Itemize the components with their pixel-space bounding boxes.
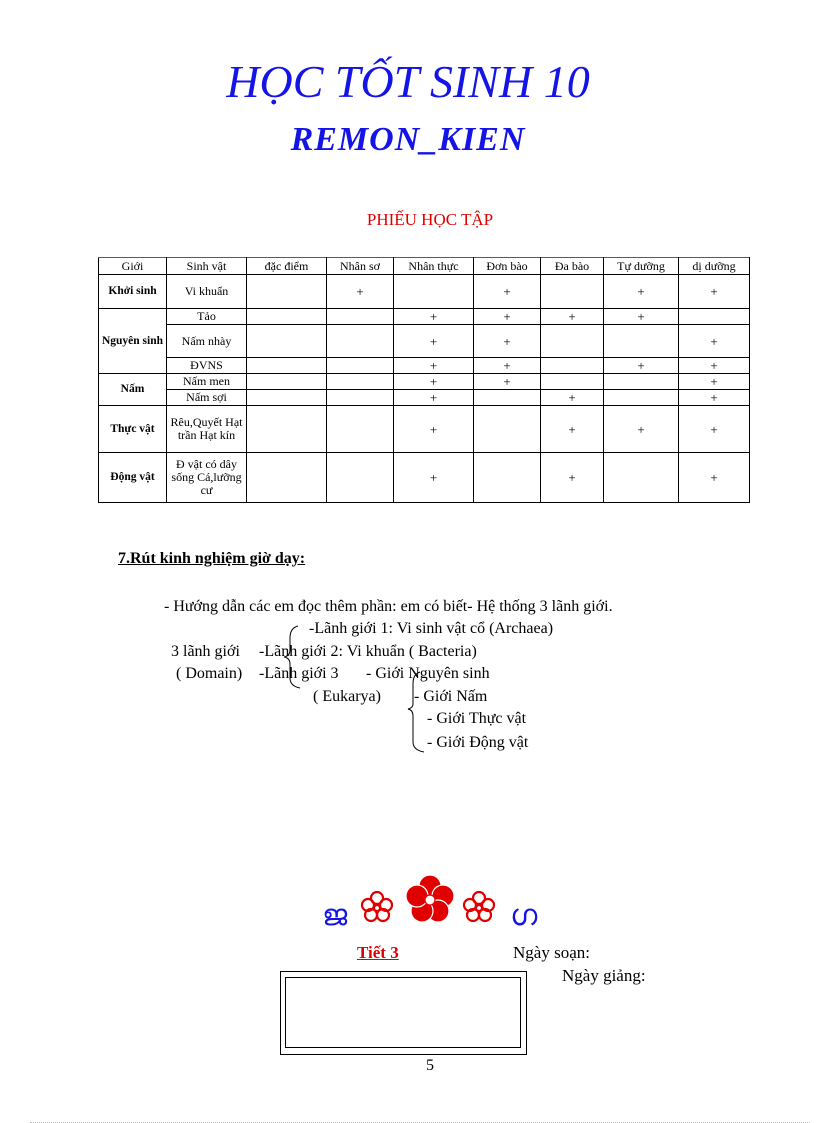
table-row: [99, 275, 750, 309]
mark-cell: +: [541, 453, 604, 503]
worksheet-table: [98, 257, 750, 503]
mark-cell: +: [394, 325, 474, 358]
mark-cell: +: [394, 374, 474, 390]
mark-cell: [541, 374, 604, 390]
lesson-title-box-inner: [285, 977, 521, 1048]
mark-cell: +: [394, 406, 474, 453]
mark-cell: +: [327, 275, 394, 309]
mark-cell: +: [394, 309, 474, 325]
domain-archaea: -Lãnh giới 1: Vi sinh vật cổ (Archaea): [309, 620, 554, 637]
mark-cell: [541, 325, 604, 358]
review-intro: - Hướng dẫn các em đọc thêm phần: em có biết- Hệ thống 3 lãnh giới.: [164, 598, 613, 615]
column-header: Nhân sơ: [327, 258, 394, 275]
mark-cell: [679, 309, 750, 325]
column-header: Tự dưỡng: [604, 258, 679, 275]
mark-cell: [247, 453, 327, 503]
mark-cell: [247, 374, 327, 390]
mark-cell: [327, 390, 394, 406]
small-flower-icon: [362, 892, 392, 921]
mark-cell: [604, 374, 679, 390]
organism-cell: Rêu,Quyết Hạt trần Hạt kín: [167, 406, 247, 453]
mark-cell: +: [604, 309, 679, 325]
small-flower-icon: [464, 892, 494, 921]
table-row: [99, 390, 750, 406]
mark-cell: [327, 406, 394, 453]
large-flower-icon: [406, 875, 454, 922]
label-domain: ( Domain): [176, 665, 243, 682]
mark-cell: [247, 325, 327, 358]
mark-cell: [604, 453, 679, 503]
domain-eukarya: -Lãnh giới 3: [259, 665, 339, 682]
document-subtitle: REMON_KIEN: [290, 121, 526, 158]
organism-cell: ĐVNS: [167, 358, 247, 374]
table-row: [99, 325, 750, 358]
eukarya-brace: [400, 668, 430, 756]
column-header: Giới: [99, 258, 167, 275]
mark-cell: [541, 358, 604, 374]
organism-cell: Nấm men: [167, 374, 247, 390]
mark-cell: +: [679, 453, 750, 503]
table-row: [99, 309, 750, 325]
group-cell: Khởi sinh: [99, 275, 167, 309]
mark-cell: [247, 358, 327, 374]
column-header: Đa bào: [541, 258, 604, 275]
mark-cell: [247, 275, 327, 309]
mark-cell: [327, 374, 394, 390]
mark-cell: [247, 406, 327, 453]
mark-cell: +: [474, 309, 541, 325]
group-cell: Nguyên sinh: [99, 309, 167, 374]
mark-cell: +: [394, 358, 474, 374]
mark-cell: [474, 390, 541, 406]
mark-cell: [327, 325, 394, 358]
column-header: Nhân thực: [394, 258, 474, 275]
teaching-date-label: Ngày giảng:: [562, 966, 646, 985]
kingdom-dong-vat: - Giới Động vật: [427, 734, 529, 751]
mark-cell: +: [474, 358, 541, 374]
right-scroll-icon: ഗ: [510, 898, 538, 933]
mark-cell: +: [474, 325, 541, 358]
organism-cell: Đ vật có dây sống Cá,lưỡng cư: [167, 453, 247, 503]
mark-cell: +: [679, 275, 750, 309]
label-three-domains: 3 lãnh giới: [171, 643, 240, 660]
mark-cell: [327, 453, 394, 503]
mark-cell: [327, 309, 394, 325]
mark-cell: +: [604, 406, 679, 453]
document-title: HỌC TỐT SINH 10: [226, 56, 590, 107]
label-eukarya: ( Eukarya): [313, 688, 381, 705]
organism-cell: Vi khuẩn: [167, 275, 247, 309]
mark-cell: +: [541, 406, 604, 453]
column-header: dị dưỡng: [679, 258, 750, 275]
kingdom-nam: - Giới Nấm: [414, 688, 488, 705]
kingdom-nguyen-sinh: - Giới Nguyên sinh: [366, 665, 490, 682]
review-heading: 7.Rút kinh nghiệm giờ dạy:: [118, 550, 306, 567]
mark-cell: +: [474, 275, 541, 309]
group-cell: Nấm: [99, 374, 167, 406]
mark-cell: +: [679, 374, 750, 390]
column-header: Đơn bào: [474, 258, 541, 275]
mark-cell: +: [541, 309, 604, 325]
table-row: [99, 406, 750, 453]
lesson-label: Tiết 3: [357, 943, 399, 962]
prep-date-label: Ngày soạn:: [513, 943, 590, 962]
domain-brace: [280, 618, 320, 690]
worksheet-title: PHIẾU HỌC TẬP: [366, 210, 494, 229]
mark-cell: [604, 390, 679, 406]
mark-cell: +: [679, 325, 750, 358]
mark-cell: +: [541, 390, 604, 406]
organism-cell: Nấm nhày: [167, 325, 247, 358]
mark-cell: +: [679, 390, 750, 406]
mark-cell: +: [679, 358, 750, 374]
mark-cell: +: [394, 453, 474, 503]
left-scroll-icon: ജ: [322, 898, 348, 933]
column-header: đặc điểm: [247, 258, 327, 275]
mark-cell: [247, 309, 327, 325]
group-cell: Thực vật: [99, 406, 167, 453]
mark-cell: +: [604, 358, 679, 374]
mark-cell: [604, 325, 679, 358]
mark-cell: [474, 406, 541, 453]
mark-cell: +: [394, 390, 474, 406]
organism-cell: Nấm sợi: [167, 390, 247, 406]
mark-cell: +: [474, 374, 541, 390]
organism-cell: Tảo: [167, 309, 247, 325]
mark-cell: [394, 275, 474, 309]
table-row: [99, 453, 750, 503]
column-header: Sinh vật: [167, 258, 247, 275]
mark-cell: +: [679, 406, 750, 453]
mark-cell: [327, 358, 394, 374]
table-header-row: [99, 258, 750, 275]
mark-cell: [474, 453, 541, 503]
flower-ornament: [322, 875, 544, 935]
group-cell: Động vật: [99, 453, 167, 503]
mark-cell: [541, 275, 604, 309]
page-number: 5: [426, 1057, 434, 1074]
table-row: [99, 358, 750, 374]
domain-bacteria: -Lãnh giới 2: Vi khuẩn ( Bacteria): [259, 643, 477, 660]
table-row: [99, 374, 750, 390]
mark-cell: [247, 390, 327, 406]
kingdom-thuc-vat: - Giới Thực vật: [427, 710, 527, 727]
mark-cell: +: [604, 275, 679, 309]
